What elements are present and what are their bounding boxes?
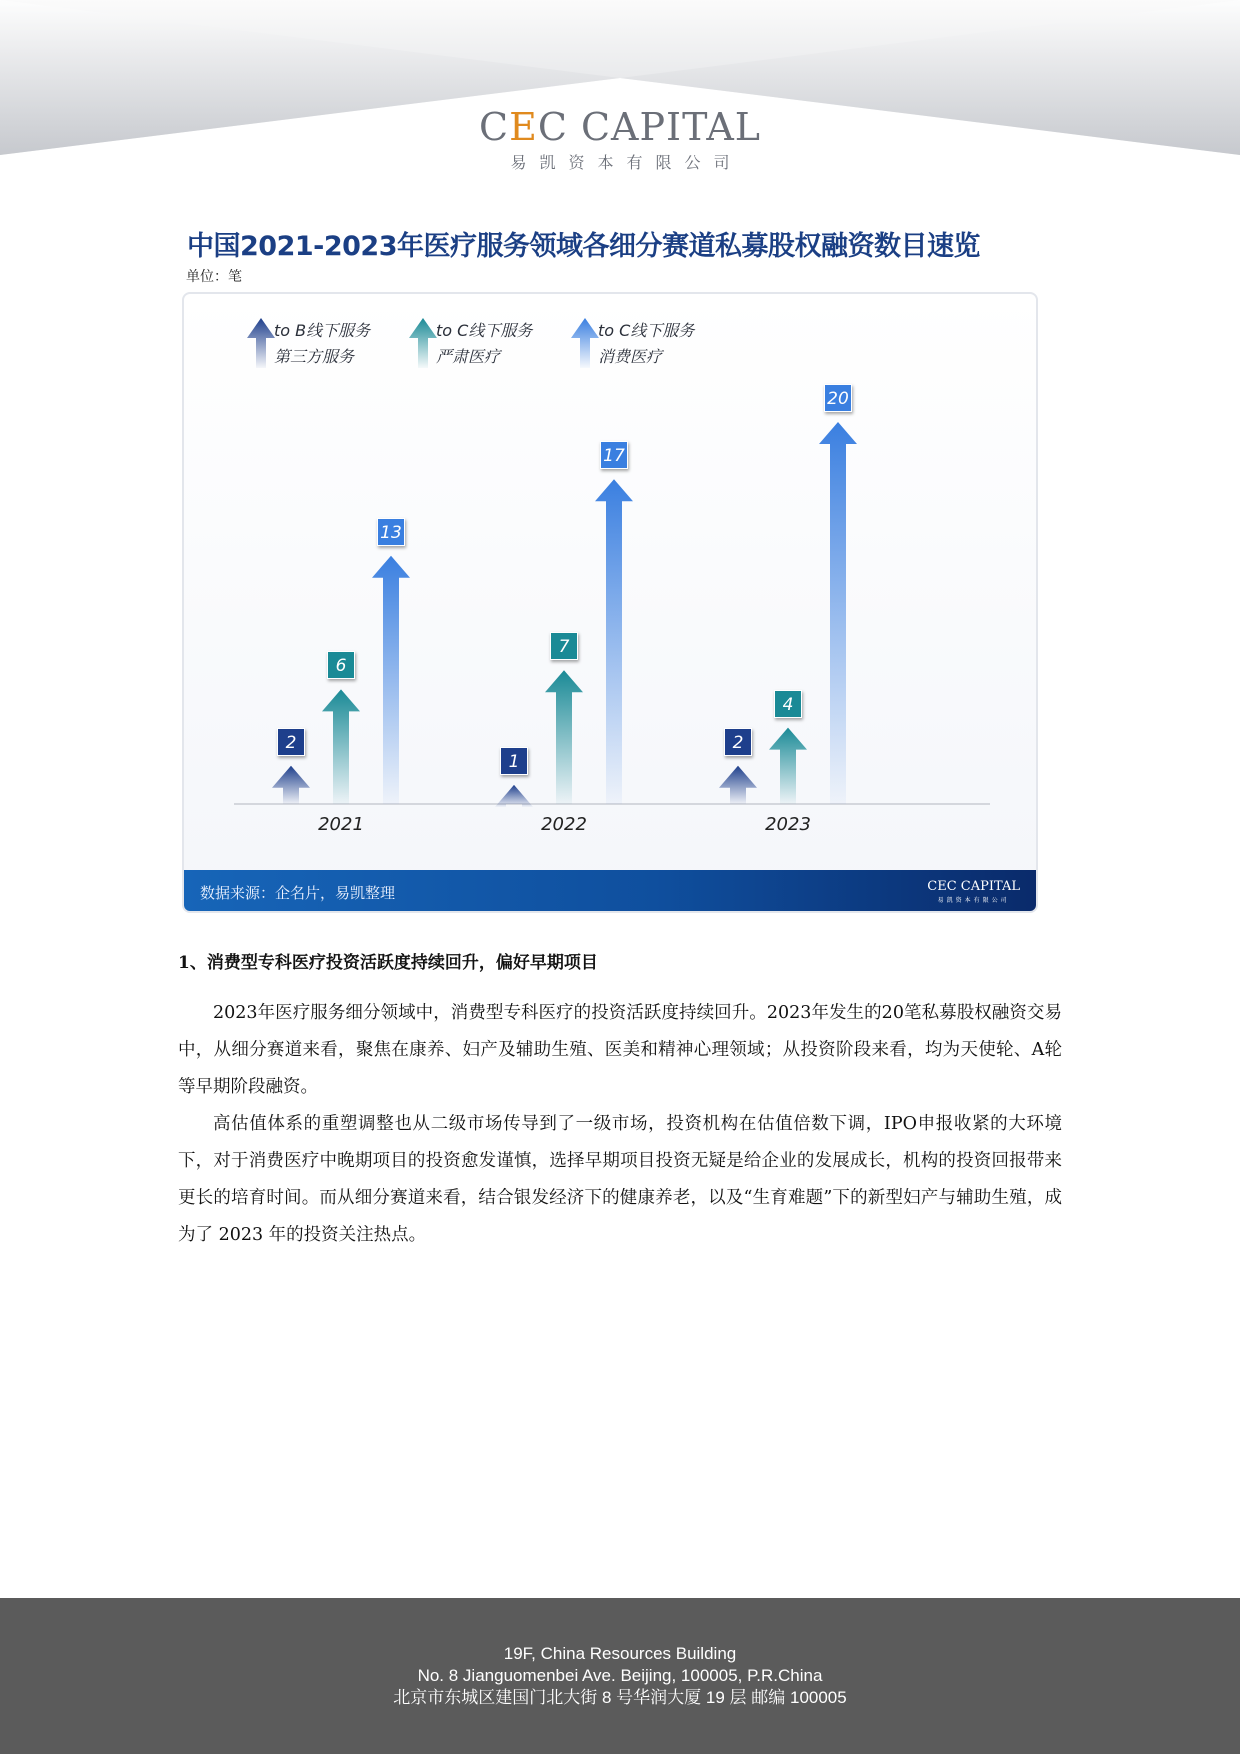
chart-title: 中国2021-2023年医疗服务领域各细分赛道私募股权融资数目速览	[187, 231, 980, 262]
arrow-bar-2021-series-3	[372, 556, 410, 804]
logo-text-right: C CAPITAL	[537, 105, 762, 149]
x-tick-label-2022: 2022	[541, 814, 587, 835]
arrow-bar-2023-series-2	[769, 728, 807, 804]
data-label-2022-series-1: 1	[500, 747, 528, 775]
arrow-bar-2022-series-1	[495, 785, 533, 807]
data-label-2021-series-1: 2	[277, 728, 305, 756]
legend-arrow-icon	[570, 318, 600, 368]
paragraph-2: 高估值体系的重塑调整也从二级市场传导到了一级市场，投资机构在估值倍数下调，IPO申报收紧的大环境下，对于消费医疗中晚期项目的投资愈发谨慎，选择早期项目投资无疑是给企业的发展成长，机构的投资回报带来更长的培育时间。而从细分赛道来看，结合银发经济下的健康养老，以及“生育难题”下的新型妇产与辅助生殖，成为了 2023 年的投资关注热点。	[178, 1114, 1062, 1245]
paragraph-1: 2023年医疗服务细分领域中，消费型专科医疗的投资活跃度持续回升。2023年发生的20笔私募股权融资交易中，从细分赛道来看，聚焦在康养、妇产及辅助生殖、医美和精神心理领域；从投资阶段来看，均为天使轮、A轮等早期阶段融资。	[178, 1003, 1062, 1097]
arrow-bar-2023-series-3	[819, 422, 857, 804]
arrow-bar-2023-series-1	[719, 766, 757, 804]
chart-source-band	[184, 870, 1038, 913]
section-heading: 1、消费型专科医疗投资活跃度持续回升，偏好早期项目	[178, 953, 598, 973]
data-label-2021-series-2: 6	[327, 651, 355, 679]
legend-label-3	[598, 318, 694, 370]
legend-label-line-2: 第三方服务	[274, 347, 355, 366]
band-logo-subtext: 易凯资本有限公司	[937, 897, 1010, 904]
arrow-bar-2021-series-1	[272, 766, 310, 804]
data-label-2023-series-3: 20	[824, 384, 852, 412]
page-footer	[0, 1598, 1240, 1754]
data-label-2021-series-3: 13	[377, 518, 405, 546]
chart-panel	[182, 292, 1038, 913]
data-label-2023-series-2: 4	[774, 690, 802, 718]
chart-unit: 单位：笔	[186, 269, 242, 285]
data-label-2022-series-3: 17	[600, 441, 628, 469]
legend-label-1	[274, 318, 370, 370]
company-logo	[0, 105, 1240, 173]
arrow-bar-2022-series-3	[595, 479, 633, 804]
legend-label-line-1: to B线下服务	[274, 321, 371, 340]
footer-address-line-2: No. 8 Jianguomenbei Ave. Beijing, 100005, P.R.China	[417, 1666, 823, 1685]
logo-subtext: 易凯资本有限公司	[510, 153, 743, 172]
legend-label-line-1: to C线下服务	[598, 321, 695, 340]
legend-arrow-icon	[246, 318, 276, 368]
x-tick-label-2023: 2023	[765, 814, 811, 835]
legend-label-2	[436, 318, 532, 370]
footer-address-line-1: 19F, China Resources Building	[503, 1644, 737, 1663]
x-tick-label-2021: 2021	[318, 814, 364, 835]
data-label-2022-series-2: 7	[550, 632, 578, 660]
band-logo	[927, 880, 1020, 904]
arrow-bar-2021-series-2	[322, 689, 360, 804]
footer-address-line-3: 北京市东城区建国门北大街 8 号华润大厦 19 层 邮编 100005	[393, 1688, 847, 1707]
legend-label-line-2: 严肃医疗	[436, 347, 501, 366]
logo-text-left: C	[478, 105, 510, 149]
legend-label-line-2: 消费医疗	[598, 347, 663, 366]
page-header	[0, 0, 1240, 200]
band-logo-text: CEC CAPITAL	[927, 879, 1020, 894]
logo-text-accent: E	[509, 105, 538, 149]
data-label-2023-series-1: 2	[724, 728, 752, 756]
chart-source: 数据来源：企名片，易凯整理	[200, 884, 396, 902]
legend-label-line-1: to C线下服务	[436, 321, 533, 340]
arrow-bar-2022-series-2	[545, 670, 583, 804]
legend-arrow-icon	[408, 318, 438, 368]
